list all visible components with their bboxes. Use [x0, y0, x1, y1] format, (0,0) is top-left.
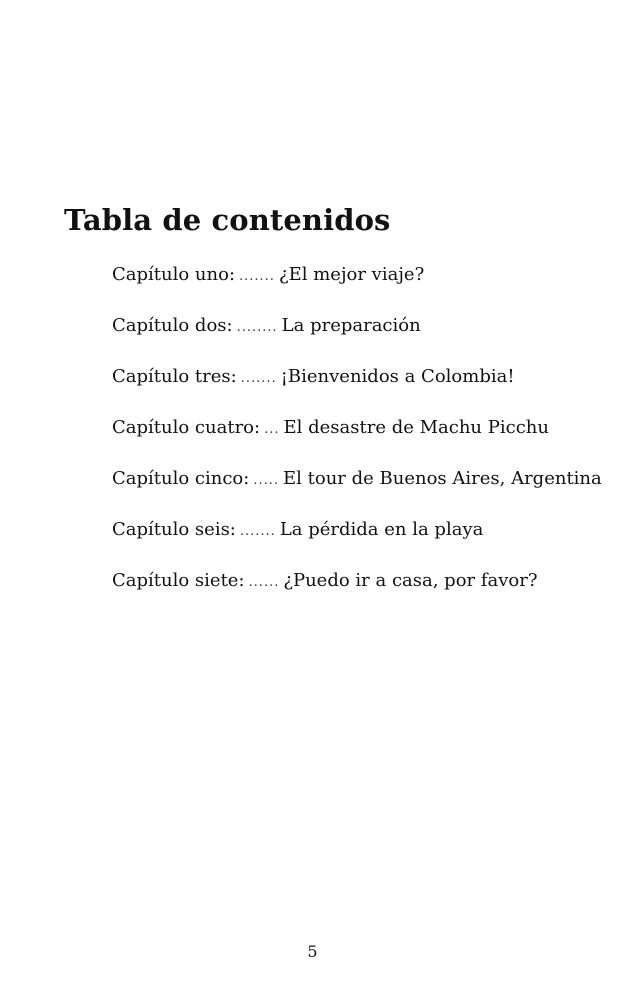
toc-entry-7 [112, 570, 602, 621]
toc-entry-3 [112, 366, 602, 417]
toc-chapter-label: Capítulo dos: [112, 315, 233, 336]
toc-chapter-label: Capítulo siete: [112, 570, 245, 591]
toc-dot-leader: ....... [240, 371, 277, 386]
toc-chapter-title: ¡Bienvenidos a Colombia! [280, 366, 515, 387]
toc-dot-leader: ...... [248, 575, 280, 590]
toc-entry-2 [112, 315, 602, 366]
toc-chapter-title: El tour de Buenos Aires, Argentina [283, 468, 602, 489]
toc-chapter-label: Capítulo cinco: [112, 468, 250, 489]
toc-chapter-title: ¿El mejor viaje? [278, 264, 425, 285]
toc-dot-leader: ....... [239, 524, 276, 539]
toc-entry-4 [112, 417, 602, 468]
toc-chapter-title: La pérdida en la playa [279, 519, 484, 540]
toc-list [112, 264, 602, 621]
toc-chapter-label: Capítulo uno: [112, 264, 236, 285]
toc-chapter-label: Capítulo cuatro: [112, 417, 261, 438]
toc-chapter-label: Capítulo tres: [112, 366, 237, 387]
page-number: 5 [307, 942, 318, 961]
toc-dot-leader: ........ [236, 320, 278, 335]
toc-heading: Tabla de contenidos [64, 203, 391, 237]
toc-dot-leader: ... [264, 422, 280, 437]
toc-chapter-title: La preparación [281, 315, 421, 336]
toc-entry-6 [112, 519, 602, 570]
toc-chapter-label: Capítulo seis: [112, 519, 236, 540]
toc-chapter-title: ¿Puedo ir a casa, por favor? [283, 570, 538, 591]
toc-entry-1 [112, 264, 602, 315]
toc-chapter-title: El desastre de Machu Picchu [283, 417, 549, 438]
toc-dot-leader: ..... [253, 473, 280, 488]
toc-entry-5 [112, 468, 602, 519]
toc-dot-leader: ....... [239, 269, 275, 284]
